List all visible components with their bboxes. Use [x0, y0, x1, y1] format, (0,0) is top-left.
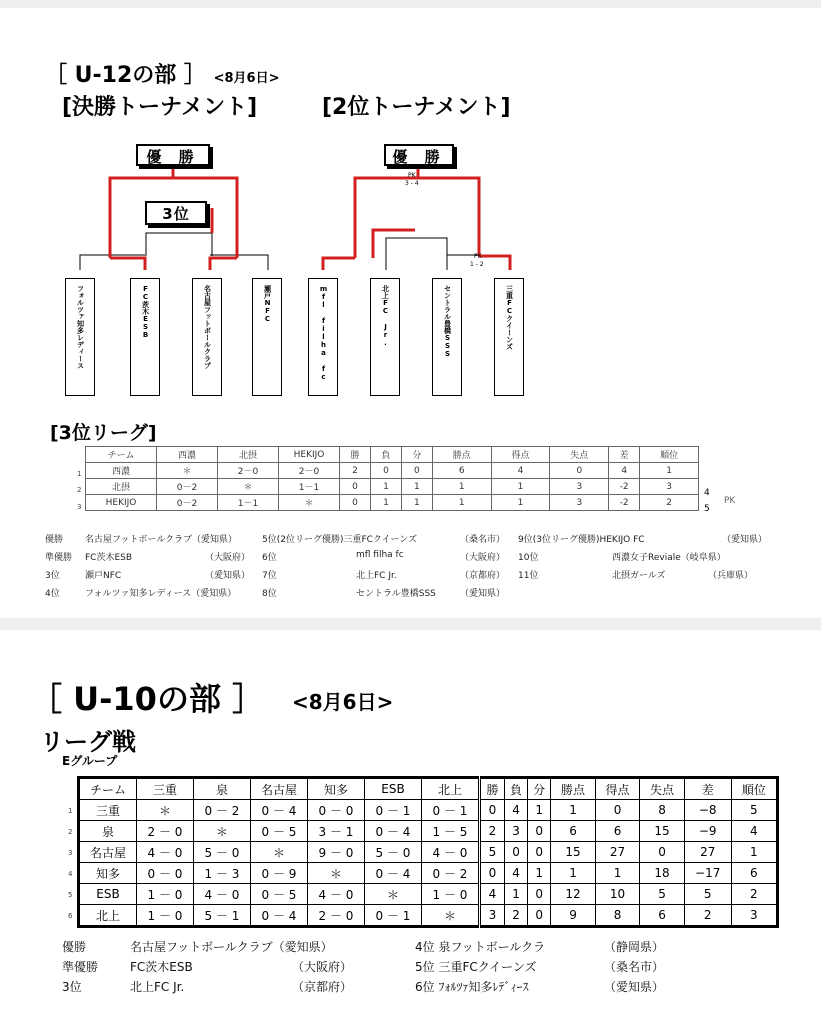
group-label: Eグループ [62, 754, 118, 768]
table-row: 北摂 0－2 ＊ 1－1 0 1 1 1 1 3 -2 3 [86, 479, 699, 495]
row-number: 2 [77, 486, 82, 494]
table-row: ESB 1 － 0 4 － 0 0 － 5 4 － 0 ＊ 1 － 0 4 1 0 12 10 5 5 2 [79, 884, 778, 905]
league-title: リーグ戦 [40, 728, 136, 756]
table-header-row: チーム 西濃 北摂 HEKIJO 勝 負 分 勝点 得点 失点 差 順位 [86, 447, 699, 463]
team-box: mfl filha fc [308, 278, 338, 396]
u10-panel: ［ U-10の部 ］ <8月6日> リーグ戦 Eグループ チーム 三重 泉 名古屋 知多 ESB 北上 勝 負 分 勝点 得点 失点 差 順位 三重 ＊ 0 － 2 0 － 4 0 － 0 0 － 1 0 － 1 0 4 1 1 0 8 −8 5 泉 2 － 0 ＊ 0 － 5 3 － 1 0 － 4 1 － 5 2 3 0 6 6 15 −9 4 名古屋 4 － 0 5 － 0 ＊ 9 － 0 5 － 0 4 － 0 5 0 0 15 27 0 27 1 知多 0 － 0 1 － 3 0 － 9 ＊ 0 － 4 0 － 2 0 4 1 1 1 18 −17 6 ESB 1 － 0 4 － 0 0 － 5 4 － 0 ＊ 1 － 0 4 1 0 12 10 5 5 2 北上 1 － 0 5 － 1 0 － 4 2 － 0 0 － 1 ＊ 3 2 0 9 8 6 2 3 1 2 3 4 5 6 優勝 名古屋フットボールクラブ（愛知県） 4位 泉フットボールクラ （静岡県） 準優勝 FC茨木ESB （大阪府） 5位 三重FCクイーンズ （桑名市） 3位 北上FC Jr. （京都府） 6位 ﾌｫﾙﾂｧ知多ﾚﾃﾞｨｰｽ （愛知県） [0, 630, 821, 1024]
table-row: HEKIJO 0－2 1－1 ＊ 0 1 1 1 1 3 -2 2 [86, 495, 699, 511]
third-place-label: 3位 [145, 201, 207, 225]
table-header-row: チーム 三重 泉 名古屋 知多 ESB 北上 勝 負 分 勝点 得点 失点 差 順位 [79, 778, 778, 800]
row-number: 3 [68, 849, 73, 857]
u12-panel: ［ U-12の部 ］ <8月6日> [決勝トーナメント] [2位トーナメント] 優 勝 3位 優 勝 PK 3 - 4 PK 1 - 2 フォルツァ知多レディース FC茨木ESB 名古屋フットボールクラブ 瀬戸NFC mfl filha fc 北上FC Jr. セントラル豊橋SSS 三重FCクイーンズ [3位リーグ] チーム 西濃 北摂 HEKIJO 勝 負 分 勝点 得点 失点 差 順位 西濃 ＊ 2－0 2－0 2 0 0 6 4 0 4 1 北摂 0－2 ＊ 1－1 0 1 1 1 1 3 -2 3 HEKIJO 0－2 1－1 ＊ 0 1 1 1 1 3 -2 2 1 2 3 4 5 PK 優勝 名古屋フットボールクラブ（愛知県） 5位(2位リーグ優勝)三重FCクイーンズ （桑名市） 9位(3位リーグ優勝)HEKIJO FC （愛知県） 準優勝 FC茨木ESB （大阪府） 6位 mfl filha fc （大阪府） 10位 西濃女子Reviale（岐阜県） 3位 瀬戸NFC （愛知県） 7位 北上FC Jr. （京都府） 11位 北摂ガールズ （兵庫県） 4位 フォルツァ知多レディース（愛知県） 8位 セントラル豊橋SSS （愛知県） [0, 8, 821, 618]
pk-score-1: 3 - 4 [405, 180, 419, 187]
second-tournament-title: [2位トーナメント] [322, 95, 511, 120]
u10-league-table [77, 776, 779, 928]
row-number: 1 [68, 807, 73, 815]
table-row: 泉 2 － 0 ＊ 0 － 5 3 － 1 0 － 4 1 － 5 2 3 0 6 6 15 −9 4 [79, 821, 778, 842]
team-box: FC茨木ESB [130, 278, 160, 396]
row-number: 5 [68, 891, 73, 899]
team-box: 北上FC Jr. [370, 278, 400, 396]
team-box: 瀬戸NFC [252, 278, 282, 396]
table-row: 北上 1 － 0 5 － 1 0 － 4 2 － 0 0 － 1 ＊ 3 2 0 9 8 6 2 3 [79, 905, 778, 927]
third-league-table [85, 446, 699, 511]
row-number: 6 [68, 912, 73, 920]
pk-label-1: PK [408, 172, 416, 179]
u12-title: ［ U-12の部 ］ <8月6日> [45, 63, 280, 88]
u10-date: <8月6日> [292, 690, 394, 714]
pk-score-2: 1 - 2 [470, 261, 484, 268]
third-league-title: [3位リーグ] [50, 422, 157, 444]
side-number: 4 [704, 488, 710, 498]
bracket-lines [0, 8, 821, 428]
team-box: 三重FCクイーンズ [494, 278, 524, 396]
pk-label-2: PK [474, 253, 482, 260]
table-row: 西濃 ＊ 2－0 2－0 2 0 0 6 4 0 4 1 [86, 463, 699, 479]
row-number: 3 [77, 503, 82, 511]
team-box: フォルツァ知多レディース [65, 278, 95, 396]
team-box: セントラル豊橋SSS [432, 278, 462, 396]
second-champion-label: 優 勝 [384, 144, 454, 166]
row-number: 1 [77, 470, 82, 478]
table-row: 三重 ＊ 0 － 2 0 － 4 0 － 0 0 － 1 0 － 1 0 4 1 1 0 8 −8 5 [79, 800, 778, 821]
u10-title: ［ U-10の部 ］ [30, 680, 265, 718]
side-number: 5 [704, 504, 710, 514]
table-row: 名古屋 4 － 0 5 － 0 ＊ 9 － 0 5 － 0 4 － 0 5 0 0 15 27 0 27 1 [79, 842, 778, 863]
champion-label: 優 勝 [136, 144, 210, 166]
table-row: 知多 0 － 0 1 － 3 0 － 9 ＊ 0 － 4 0 － 2 0 4 1 1 1 18 −17 6 [79, 863, 778, 884]
row-number: 2 [68, 828, 73, 836]
side-pk: PK [724, 496, 736, 506]
final-tournament-title: [決勝トーナメント] [62, 95, 258, 120]
team-box: 名古屋フットボールクラブ [192, 278, 222, 396]
row-number: 4 [68, 870, 73, 878]
